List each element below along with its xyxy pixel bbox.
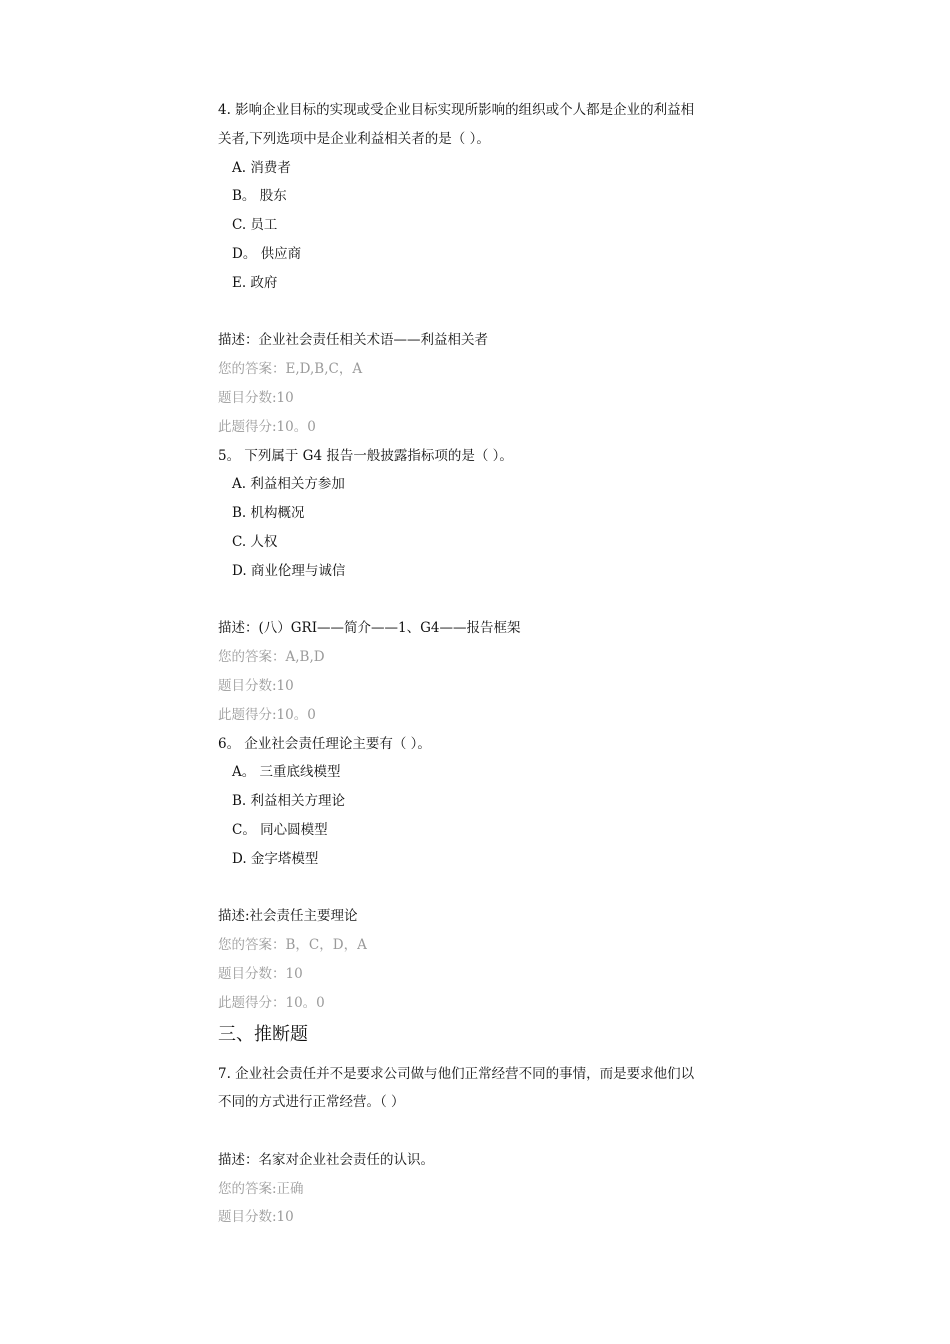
question-text: 4. 影响企业目标的实现或受企业目标实现所影响的组织或个人都是企业的利益相: [218, 102, 695, 118]
your-answer: 您的答案:正确: [218, 1180, 304, 1197]
spacer: [218, 1117, 738, 1146]
question-text: 关者,下列选项中是企业利益相关者的是（ ）。: [218, 130, 490, 147]
question-text: 7. 企业社会责任并不是要求公司做与他们正常经营不同的事情，而是要求他们以: [218, 1065, 695, 1082]
option-e: E. 政府: [232, 274, 278, 291]
question-description: 描述:社会责任主要理论: [218, 908, 358, 925]
earned-score: 此题得分:10。0: [218, 418, 316, 435]
spacer: [218, 874, 738, 903]
question-score: 题目分数:10: [218, 389, 294, 406]
question-score: 题目分数:10: [218, 677, 294, 694]
your-answer: 您的答案：A,B,D: [218, 649, 325, 666]
option-b: B. 利益相关方理论: [232, 793, 346, 810]
earned-score: 此题得分:10。0: [218, 706, 316, 723]
question-description: 描述：企业社会责任相关术语——利益相关者: [218, 332, 488, 349]
option-d: D。 供应商: [232, 245, 302, 262]
option-b: B。 股东: [232, 188, 287, 205]
option-d: D. 商业伦理与诚信: [232, 562, 346, 579]
question-description: 描述：名家对企业社会责任的认识。: [218, 1151, 434, 1168]
document-page: [218, 96, 738, 1232]
spacer: [218, 586, 738, 615]
your-answer: 您的答案：E,D,B,C，A: [218, 361, 363, 378]
option-d: D. 金字塔模型: [232, 850, 319, 867]
question-score: 题目分数：10: [218, 965, 303, 982]
question-5: [218, 442, 738, 730]
question-4: [218, 96, 738, 442]
your-answer: 您的答案：B，C，D，A: [218, 937, 367, 954]
spacer: [218, 298, 738, 327]
option-a: A. 消费者: [232, 159, 291, 176]
question-text: 6。 企业社会责任理论主要有（ ）。: [218, 735, 431, 752]
earned-score: 此题得分：10。0: [218, 994, 325, 1011]
option-a: A。 三重底线模型: [232, 764, 341, 781]
option-c: C。 同心圆模型: [232, 821, 328, 838]
question-text: 5。 下列属于 G4 报告一般披露指标项的是（ ）。: [218, 447, 513, 464]
option-c: C. 员工: [232, 217, 278, 234]
option-b: B. 机构概况: [232, 505, 305, 522]
option-a: A. 利益相关方参加: [232, 476, 345, 493]
question-6: [218, 730, 738, 1018]
question-score: 题目分数:10: [218, 1209, 294, 1226]
section-heading: 三、推断题: [218, 1023, 308, 1045]
question-description: 描述：(八）GRI——简介——1、G4——报告框架: [218, 620, 521, 637]
question-7: [218, 1060, 738, 1233]
option-c: C. 人权: [232, 533, 278, 550]
question-text: 不同的方式进行正常经营。（ ）: [218, 1094, 405, 1111]
